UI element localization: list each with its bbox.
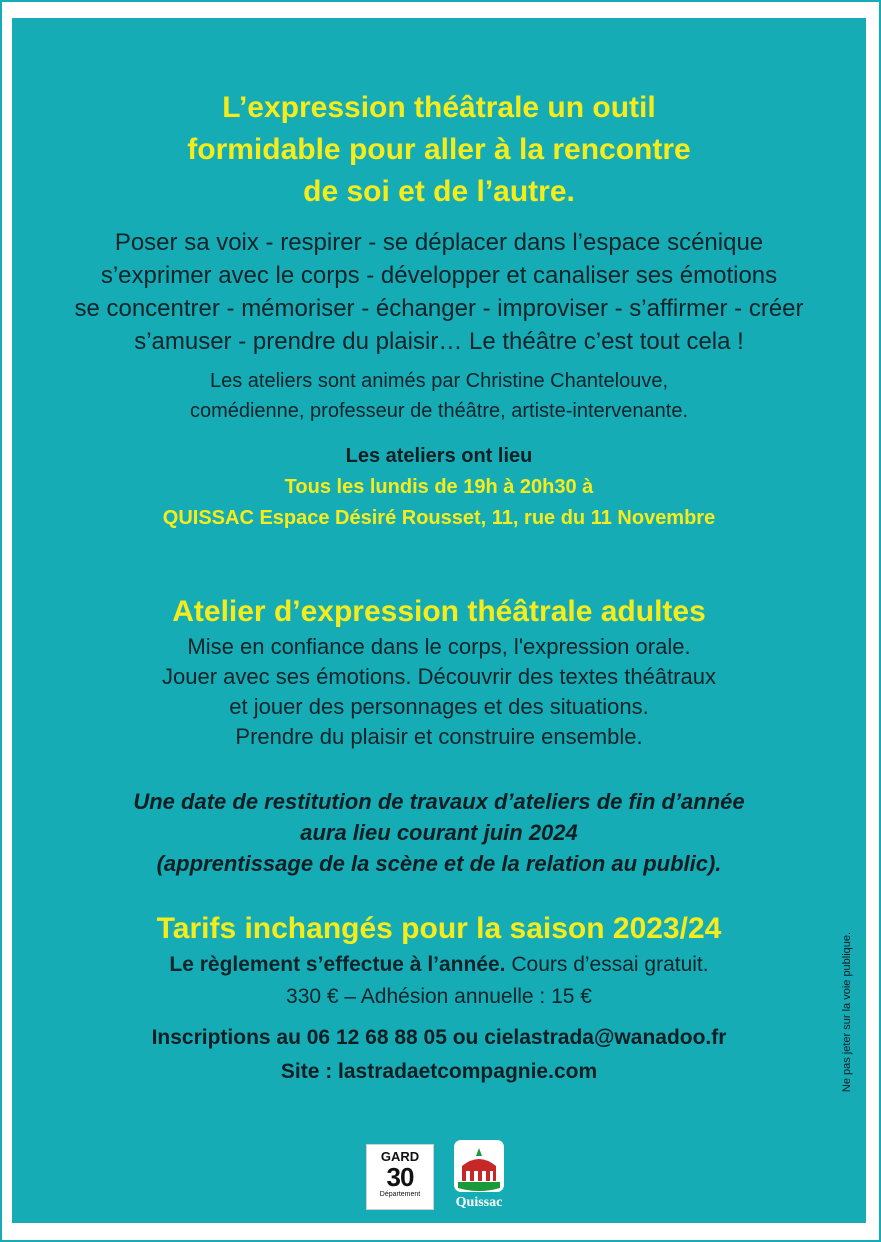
quissac-logo [444,1138,514,1218]
restitution-line-3: (apprentissage de la scène et de la relation au public). [156,851,722,876]
restitution-line-1: Une date de restitution de travaux d’ateliers de fin d’année [133,789,745,814]
restitution-line-2: aura lieu courant juin 2024 [300,820,578,845]
gard-department-logo [366,1144,434,1210]
adults-line-4: Prendre du plaisir et construire ensemble. [235,724,643,749]
tarifs-title: Tarifs inchangés pour la saison 2023/24 [156,912,722,945]
adults-section [12,592,866,752]
animators-line-2: comédienne, professeur de théâtre, artiste-intervenante. [189,400,689,422]
gard-logo-bottom: Département [379,1191,421,1198]
animators-line-1: Les ateliers sont animés par Christine Chantelouve, [209,370,669,392]
restitution-note [12,786,866,879]
quissac-crest-icon [444,1138,514,1194]
tarifs-payment-bold: Le règlement s’effectue à l’année. [169,953,506,976]
left-border [0,0,2,1242]
intro-line-3: se concentrer - mémoriser - échanger - improviser - s’affirmer - créer [74,295,804,322]
intro-line-2: s’exprimer avec le corps - développer et canaliser ses émotions [100,262,778,289]
adults-line-1: Mise en confiance dans le corps, l'expression orale. [187,634,691,659]
intro-paragraph [12,226,866,358]
intro-line-4: s’amuser - prendre du plaisir… Le théâtre c’est tout cela ! [134,328,744,355]
tarifs-payment-rest: Cours d’essai gratuit. [505,953,709,976]
contact-inscriptions: Inscriptions au 06 12 68 88 05 ou cielastrada@wanadoo.fr [151,1026,727,1049]
headline-line-2: formidable pour aller à la rencontre [187,133,691,166]
gard-logo-top: GARD [380,1149,420,1164]
contact-block [12,1021,866,1089]
schedule-label: Les ateliers ont lieu [345,445,533,467]
tarifs-prices: 330 € – Adhésion annuelle : 15 € [286,985,592,1008]
intro-line-1: Poser sa voix - respirer - se déplacer dans l’espace scénique [114,229,764,256]
contact-site: Site : lastradaetcompagnie.com [280,1060,598,1083]
adults-title: Atelier d’expression théâtrale adultes [172,595,706,628]
side-note: Ne pas jeter sur la voie publique. [841,931,853,1093]
headline-line-1: L’expression théâtrale un outil [222,91,656,124]
headline [12,87,866,213]
gard-logo-number: 30 [386,1162,414,1192]
tarifs-payment [12,949,866,981]
adults-description [12,632,866,752]
adults-line-2: Jouer avec ses émotions. Découvrir des textes théâtraux [162,664,716,689]
quissac-label: Quissac [455,1195,503,1210]
adults-line-3: et jouer des personnages et des situations. [229,694,649,719]
tarifs-section [12,909,866,1013]
schedule-block [12,441,866,534]
schedule-place: QUISSAC Espace Désiré Rousset, 11, rue du 11 Novembre [162,507,716,529]
top-border [0,0,881,2]
animators-paragraph [12,366,866,426]
schedule-days: Tous les lundis de 19h à 20h30 à [284,476,594,498]
headline-line-3: de soi et de l’autre. [303,175,575,208]
